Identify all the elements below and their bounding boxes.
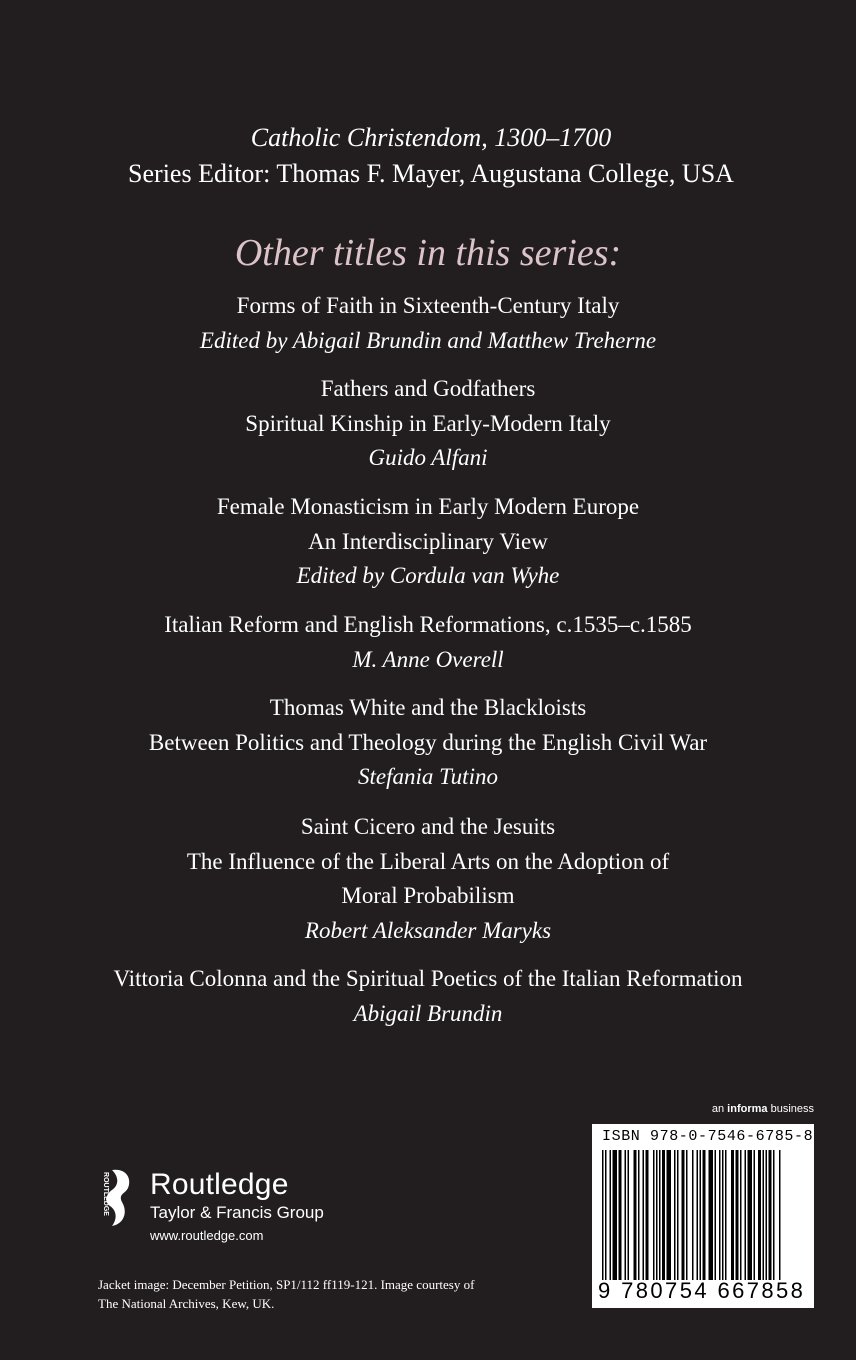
book-author: Guido Alfani [368,445,488,470]
barcode-bar [766,1150,768,1280]
informa-business-mark [712,1103,814,1115]
book-title: Female Monasticism in Early Modern Europe [216,494,640,519]
barcode-bar [731,1150,734,1280]
barcode-bar [722,1150,724,1280]
barcode-bar [736,1150,739,1280]
barcode-bar [610,1150,612,1280]
publisher-block [150,1168,324,1246]
barcode-bar [653,1150,655,1280]
barcode-bar [613,1150,618,1280]
book-author: Robert Aleksander Maryks [304,917,552,943]
barcode-bar [697,1150,699,1280]
barcode-bar [674,1150,676,1280]
barcode-bar [715,1150,717,1280]
barcode-bar [634,1150,637,1280]
book-subtitle: Between Politics and Theology during the English Civil War [148,729,708,755]
barcode-bar [677,1150,679,1280]
book-title: Italian Reform and English Reformations, c.1535–c.1585 [164,612,692,637]
book-entry [0,372,856,476]
book-subtitle: The Influence of the Liberal Arts on the Adoption of [186,848,670,874]
publisher-url[interactable]: www.routledge.com [150,1228,264,1243]
book-title: Vittoria Colonna and the Spiritual Poetics of the Italian Reformation [113,966,743,991]
barcode-bar [769,1150,772,1280]
book-title: Fathers and Godfathers [320,376,536,401]
book-author: M. Anne Overell [352,646,504,672]
barcode-bar [773,1150,775,1280]
routledge-logo-icon [98,1164,136,1230]
book-entry [0,691,856,795]
barcode-bar [779,1150,781,1280]
book-entry [0,289,856,358]
barcode-bar [605,1150,607,1280]
barcode-bar [719,1150,721,1280]
barcode-bar [619,1150,622,1280]
book-author: Edited by Abigail Brundin and Matthew Treherne [199,327,657,353]
barcode-bar [700,1150,702,1280]
barcode-bar [682,1150,685,1280]
barcode-bar [638,1150,640,1280]
logo-text: ROUTLEDGE [102,1172,109,1216]
barcode-bar [659,1150,661,1280]
isbn-barcode [592,1124,814,1308]
barcode-bar [748,1150,753,1280]
barcode-bar [725,1150,727,1280]
book-author: Stefania Tutino [358,764,498,789]
barcode-bar [643,1150,645,1280]
book-author: Edited by Cordula van Wyhe [296,563,560,588]
book-entry [0,810,856,948]
book-author: Abigail Brundin [353,1000,503,1026]
publisher-name: Routledge [150,1168,289,1201]
book-title: Thomas White and the Blackloists [269,695,587,720]
isbn-label: ISBN 978-0-7546-6785-8 [602,1128,814,1145]
series-editor: Series Editor: Thomas F. Mayer, Augustana College, USA [128,159,734,188]
barcode-bar [662,1150,665,1280]
barcode-bar [692,1150,694,1280]
barcode-bar [628,1150,630,1280]
jacket-image-credit [98,1275,548,1313]
barcode-icon [602,1150,804,1280]
book-entry [0,962,856,1031]
barcode-bar [745,1150,747,1280]
series-info [0,120,856,192]
barcode-bar [667,1150,672,1280]
barcode-bar [686,1150,688,1280]
book-title: Saint Cicero and the Jesuits [300,814,556,839]
barcode-bar [754,1150,756,1280]
barcode-bar [709,1150,714,1280]
credit-line: The National Archives, Kew, UK. [98,1296,275,1311]
barcode-bar [758,1150,761,1280]
book-entry [0,490,856,594]
barcode-bar [703,1150,706,1280]
barcode-bar [602,1150,604,1280]
book-subtitle: Spiritual Kinship in Early-Modern Italy [245,410,611,436]
barcode-bar [763,1150,765,1280]
book-entry [0,608,856,677]
publisher-group: Taylor & Francis Group [150,1203,324,1222]
barcode-bar [656,1150,658,1280]
book-title: Forms of Faith in Sixteenth-Century Italy [236,293,620,318]
series-name: Catholic Christendom, 1300–1700 [250,123,612,152]
other-titles-heading: Other titles in this series: [234,232,622,274]
informa-suffix: business [770,1103,814,1115]
book-subtitle: Moral Probabilism [341,883,515,908]
informa-prefix: an [711,1103,725,1115]
barcode-bar [625,1150,627,1280]
barcode-bar [740,1150,742,1280]
barcode-bar [646,1150,649,1280]
informa-brand: informa [727,1103,768,1115]
credit-line: Jacket image: December Petition, SP1/112 ff119-121. Image courtesy of [98,1277,475,1292]
barcode-digits: 9 780754 667858 [598,1278,806,1303]
book-subtitle: An Interdisciplinary View [308,528,548,554]
